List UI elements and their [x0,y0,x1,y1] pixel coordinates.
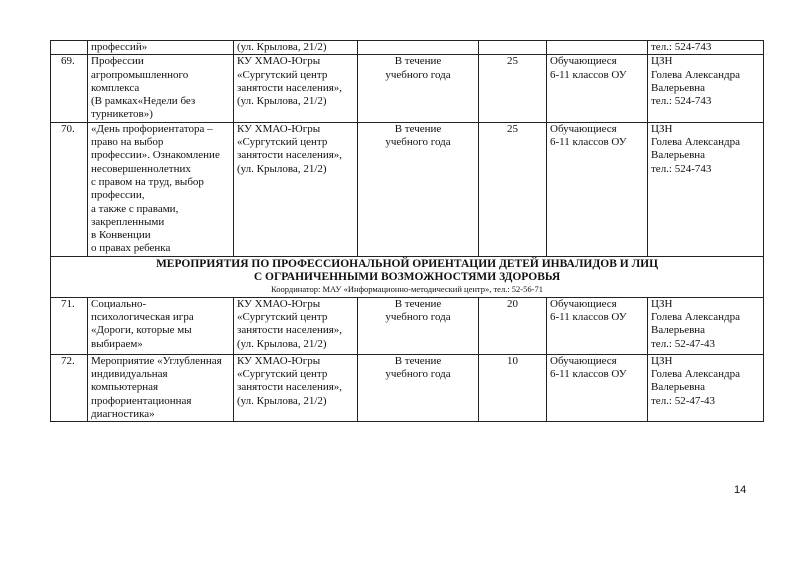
cell-event: Профессии агропромышленного комплекса (В рамках«Недели без турникетов») [88,55,234,122]
cell-number [51,41,88,55]
cell-responsible: ЦЗН Голева Александра Валерьевна тел.: 52-47-43 [648,297,764,354]
cell-place: КУ ХМАО-Югры «Сургутский центр занятости населения», (ул. Крылова, 21/2) [234,297,358,354]
cell-responsible: ЦЗН Голева Александра Валерьевна тел.: 52-47-43 [648,354,764,421]
cell-responsible: ЦЗН Голева Александра Валерьевна тел.: 524-743 [648,122,764,256]
cell-participants [547,41,648,55]
cell-participants: Обучающиеся 6-11 классов ОУ [547,354,648,421]
table-row [51,297,764,354]
cell-participants: Обучающиеся 6-11 классов ОУ [547,297,648,354]
cell-number: 69. [51,55,88,122]
cell-count: 25 [479,122,547,256]
table-row [51,41,764,55]
cell-count: 20 [479,297,547,354]
cell-place: КУ ХМАО-Югры «Сургутский центр занятости населения», (ул. Крылова, 21/2) [234,354,358,421]
table-row [51,55,764,122]
table-row [51,354,764,421]
cell-event: профессий» [88,41,234,55]
section-header-row [51,256,764,297]
page-number: 14 [734,484,747,496]
cell-responsible: тел.: 524-743 [648,41,764,55]
table-row [51,122,764,256]
cell-number: 71. [51,297,88,354]
cell-period: В течение учебного года [358,55,479,122]
cell-period: В течение учебного года [358,354,479,421]
cell-count: 25 [479,55,547,122]
section-title-line2: С ОГРАНИЧЕННЫМИ ВОЗМОЖНОСТЯМИ ЗДОРОВЬЯ [253,270,561,283]
cell-event: «День профориентатора – право на выбор профессии». Ознакомление несовершеннолетних с правом на труд, выбор профессии, а также с правами, закрепленными в Конвенции о правах ребенка [88,122,234,256]
section-title-line1: МЕРОПРИЯТИЯ ПО ПРОФЕССИОНАЛЬНОЙ ОРИЕНТАЦИИ ДЕТЕЙ ИНВАЛИДОВ И ЛИЦ [155,257,659,270]
cell-period: В течение учебного года [358,297,479,354]
cell-period: В течение учебного года [358,122,479,256]
section-header [51,256,764,297]
cell-event: Мероприятие «Углубленная индивидуальная компьютерная профориентационная диагностика» [88,354,234,421]
cell-event: Социально- психологическая игра «Дороги, которые мы выбираем» [88,297,234,354]
cell-place: (ул. Крылова, 21/2) [234,41,358,55]
section-coordinator: Координатор: МАУ «Информационно-методический центр», тел.: 52-56-71 [271,283,543,294]
cell-participants: Обучающиеся 6-11 классов ОУ [547,122,648,256]
cell-place: КУ ХМАО-Югры «Сургутский центр занятости населения», (ул. Крылова, 21/2) [234,55,358,122]
cell-period [358,41,479,55]
cell-number: 72. [51,354,88,421]
cell-number: 70. [51,122,88,256]
cell-place: КУ ХМАО-Югры «Сургутский центр занятости населения», (ул. Крылова, 21/2) [234,122,358,256]
cell-participants: Обучающиеся 6-11 классов ОУ [547,55,648,122]
cell-count [479,41,547,55]
cell-count: 10 [479,354,547,421]
events-table [50,40,764,422]
cell-responsible: ЦЗН Голева Александра Валерьевна тел.: 524-743 [648,55,764,122]
